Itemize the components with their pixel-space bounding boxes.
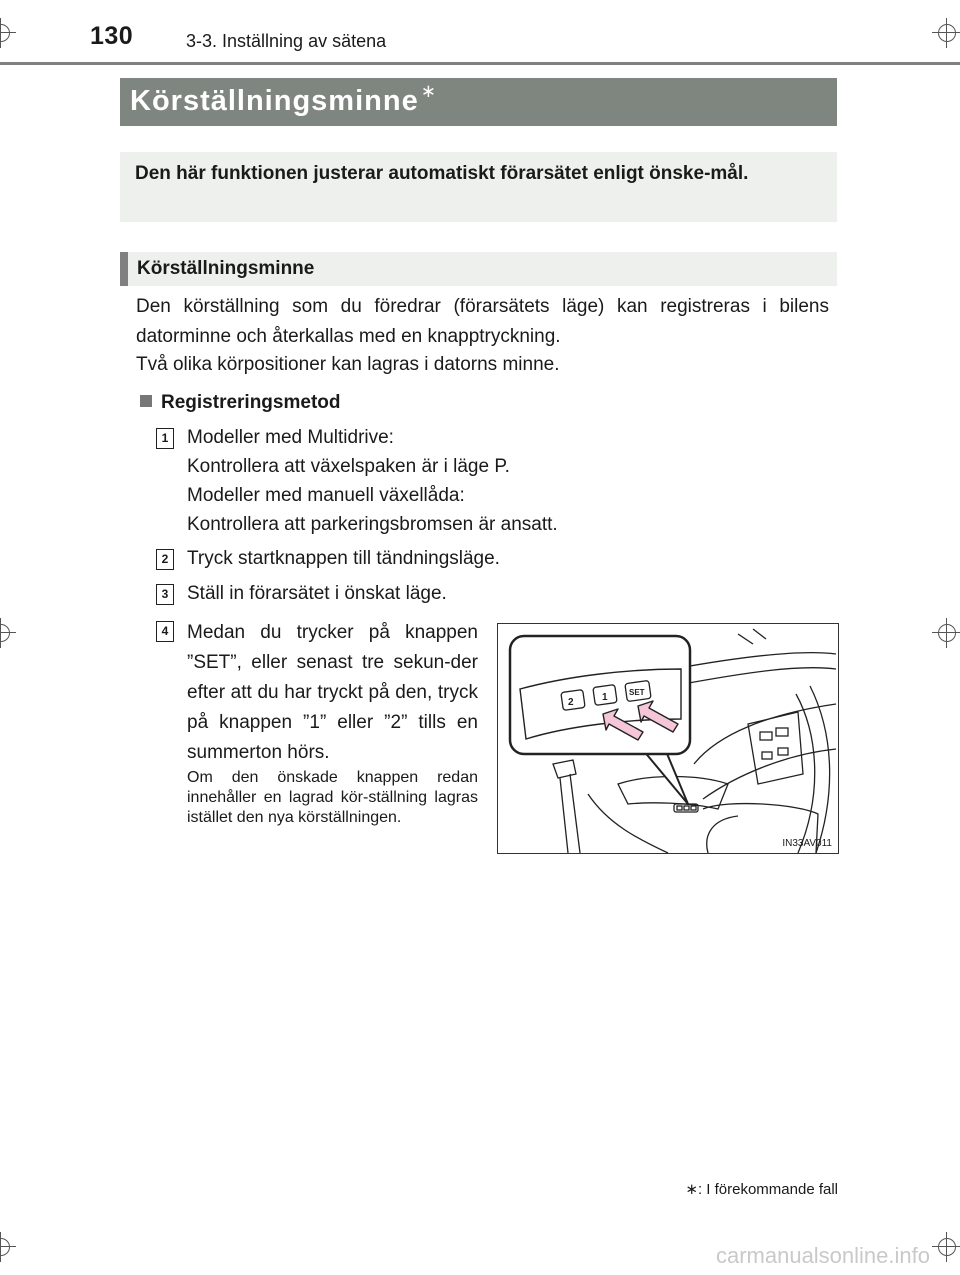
door-panel-drawing bbox=[498, 624, 838, 853]
chapter-title: 3-3. Inställning av sätena bbox=[186, 31, 387, 51]
step-line: Modeller med manuell växellåda: bbox=[187, 485, 465, 506]
watermark: carmanualsonline.info bbox=[715, 1243, 930, 1268]
crop-mark bbox=[932, 618, 960, 648]
figure-code: IN33AV011 bbox=[782, 838, 832, 849]
crop-mark bbox=[932, 1232, 960, 1262]
crop-mark bbox=[0, 18, 16, 48]
method-heading: Registreringsmetod bbox=[140, 392, 340, 414]
page-number: 130 bbox=[90, 22, 134, 50]
step-line: Kontrollera att parkeringsbromsen är ansatt. bbox=[187, 514, 558, 535]
square-bullet-icon bbox=[140, 395, 152, 407]
step-line: Tryck startknappen till tändningsläge. bbox=[187, 548, 500, 569]
step-badge: 2 bbox=[156, 549, 174, 570]
crop-mark bbox=[932, 18, 960, 48]
step-badge: 4 bbox=[156, 621, 174, 642]
body-paragraph: Två olika körpositioner kan lagras i datorns minne. bbox=[136, 354, 560, 375]
step-text: Medan du trycker på knappen ”SET”, eller senast tre sekun-der efter att du har tryckt på den, tryck på knappen ”1” eller ”2” tills en summerton hörs. bbox=[187, 622, 478, 763]
intro-text: Den här funktionen justerar automatiskt förarsätet enligt önske-mål. bbox=[135, 163, 749, 184]
step-note: Om den önskade knappen redan innehåller en lagrad kör-ställning lagras istället den nya körställningen. bbox=[187, 769, 478, 826]
intro-box bbox=[120, 152, 837, 222]
crop-mark bbox=[0, 1232, 16, 1262]
header-rule bbox=[0, 62, 960, 65]
asterisk-marker: ∗ bbox=[420, 81, 437, 101]
asterisk-marker: ∗ bbox=[685, 1181, 698, 1198]
section-bar bbox=[120, 252, 128, 286]
section-band bbox=[120, 252, 837, 286]
footnote: ∗: I förekommande fall bbox=[685, 1181, 838, 1198]
step-badge: 1 bbox=[156, 428, 174, 449]
body-paragraph: Den körställning som du föredrar (förarsätets läge) kan registreras i bilens datorminne och återkallas med en knapptryckning. bbox=[136, 296, 829, 347]
section-heading: Körställningsminne bbox=[137, 258, 315, 279]
button-set-label: SET bbox=[629, 688, 645, 697]
page-title: Körställningsminne ∗ bbox=[130, 81, 437, 117]
button-1-label: 1 bbox=[602, 692, 608, 703]
step-line: Kontrollera att växelspaken är i läge P. bbox=[187, 456, 510, 477]
memory-switch-illustration bbox=[497, 623, 839, 854]
step-line: Modeller med Multidrive: bbox=[187, 427, 394, 448]
title-band bbox=[120, 78, 837, 126]
button-2-label: 2 bbox=[568, 697, 574, 708]
step-badge: 3 bbox=[156, 584, 174, 605]
crop-mark bbox=[0, 618, 16, 648]
step-line: Ställ in förarsätet i önskat läge. bbox=[187, 583, 447, 604]
